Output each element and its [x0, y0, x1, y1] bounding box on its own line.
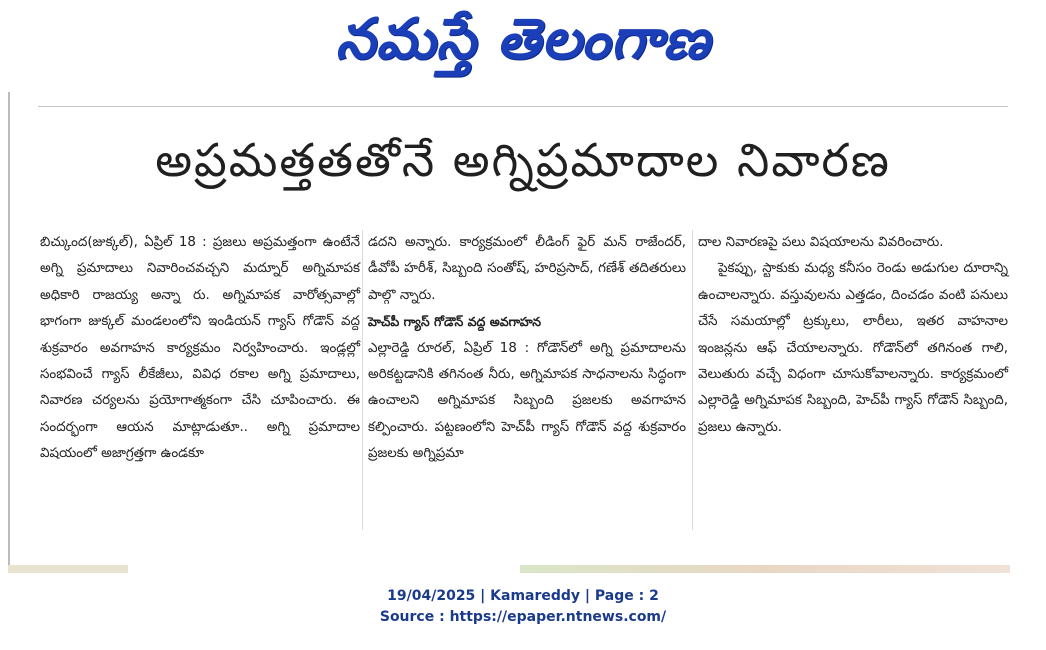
article-headline: అప్రమత్తతతోనే అగ్నిప్రమాదాల నివారణ	[155, 133, 891, 187]
footer-source-line[interactable]: Source : https://epaper.ntnews.com/	[379, 609, 667, 625]
column-1-text: బిచ్కుంద(జుక్కల్), ఏప్రిల్ 18 : ప్రజలు అప్రమత్తంగా ఉంటేనే అగ్ని ప్రమాదాలు నివారించవచ్చని మద్నూర్ అగ్నిమాపక అధికారి రాజయ్య అన్నా రు. అగ్నిమాపక వారోత్సవాల్లో భాగంగా జుక్కల్ మండలంలోని ఇండియన్ గ్యాస్ గోడౌన్ వద్ద శుక్రవారం అవగాహన కార్యక్రమం నిర్వహించారు. ఇండ్లల్లో సంభవించే గ్యాస్ లీకేజీలు, వివిధ రకాల అగ్ని ప్రమాదాలు, నివారణ చర్యలను ప్రయోగాత్మకంగా చేసి చూపించారు. ఈ సందర్భంగా ఆయన మాట్లాడుతూ.. అగ్ని ప్రమాదాల విషయంలో అజాగ్రత్తగా ఉండకూ	[40, 235, 360, 462]
column-divider	[692, 230, 693, 530]
column-2-body: ఎల్లారెడ్డి రూరల్, ఏప్రిల్ 18 : గోడౌన్‌లో అగ్ని ప్రమాదాలను అరికట్టడానికి తగినంత నీరు, అగ్నిమాపక సాధనాలను సిద్ధంగా ఉంచాలని అగ్నిమాపక సిబ్బంది ప్రజలకు అవగాహన కల్పించారు. పట్టణంలోని హెచ్‌పీ గ్యాస్ గోడౌన్ వద్ద శుక్రవారం ప్రజలకు అగ్నిప్రమా	[368, 340, 686, 462]
column-3-body: పైకప్పు, స్టాకుకు మధ్య కనీసం రెండు అడుగుల దూరాన్ని ఉంచాలన్నారు. వస్తువులను ఎత్తడం, దించడం వంటి పనులు చేసే సమయాల్లో ట్రక్కులు, లారీలు, ఇతర వాహనాల ఇంజన్లను ఆఫ్ చేయాలన్నారు. గోడౌన్‌లో తగినంత గాలి, వెలుతురు వచ్చే విధంగా చూసుకోవాలన్నారు. కార్యక్రమంలో ఎల్లారెడ్డి అగ్నిమాపక సిబ్బంది, హెచ్‌పీ గ్యాస్ గోడౌన్ సిబ్బంది, ప్రజలు ఉన్నారు.	[698, 261, 1008, 435]
top-rule	[38, 106, 1008, 107]
article-column-2	[368, 230, 686, 530]
column-2-text: డదని అన్నారు. కార్యక్రమంలో లీడింగ్ ఫైర్ మన్ రాజేందర్, డీవోపీ హరీశ్, సిబ్బంది సంతోష్, హరిప్రసాద్, గణేశ్ తదితరులు పాల్గొ న్నారు.	[368, 235, 686, 303]
article-column-3	[698, 230, 1008, 530]
image-strip	[8, 565, 128, 573]
newspaper-logo: నమస్తే తెలంగాణ	[335, 7, 711, 72]
column-divider	[362, 230, 363, 530]
column-3-text: దాల నివారణపై పలు విషయాలను వివరించారు.	[698, 235, 944, 250]
column-2-subheading: హెచ్‌పీ గ్యాస్ గోడౌన్ వద్ద అవగాహన	[368, 314, 542, 330]
footer	[0, 586, 1046, 628]
footer-date-line: 19/04/2025 | Kamareddy | Page : 2	[387, 588, 659, 604]
image-strip	[520, 565, 1010, 573]
masthead	[0, 0, 1046, 80]
article-column-1	[40, 230, 360, 530]
headline-area	[30, 118, 1016, 214]
